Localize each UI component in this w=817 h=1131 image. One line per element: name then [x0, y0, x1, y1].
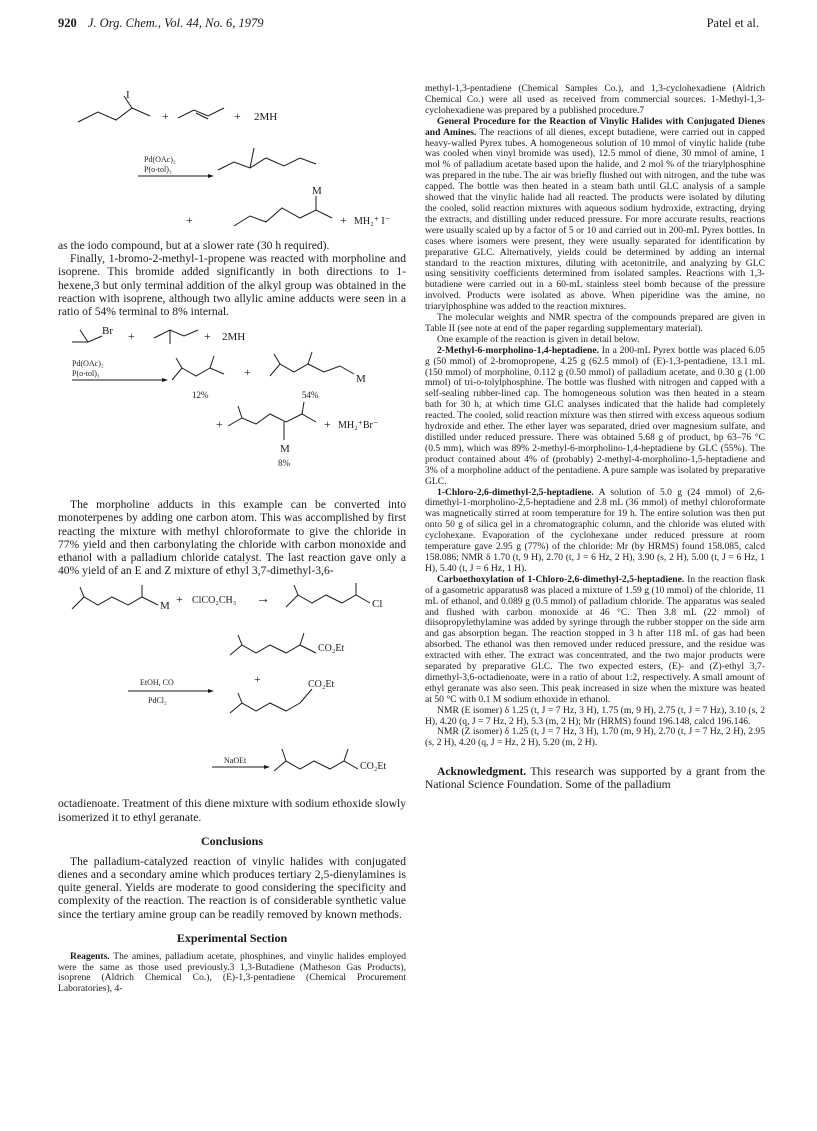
- run-in-heading: Reagents.: [70, 950, 110, 962]
- base-label: NaOEt: [224, 756, 247, 766]
- paragraph: as the iodo compound, but at a slower rate (30 h required).: [58, 239, 330, 252]
- run-in-heading: Acknowledgment.: [437, 765, 527, 779]
- ester-label: CO₂Et: [308, 679, 335, 691]
- bromo-label: Br: [102, 325, 113, 338]
- paragraph: [425, 346, 765, 488]
- reaction-scheme-2: [58, 322, 406, 492]
- paragraph-text: A solution of 5.0 g (24 mmol) of 2,6-dimethyl-1-morpholino-2,5-heptadiene and 2.8 mL (36 mmol) of methyl chloroformate was magnetically stirred at room temperature for 19 h. The entire solution was then put onto 50 g of silica gel in a chromatographic column, and the chloride was eluted with cyclohexane. Evaporation of the cyclohexane under reduced pressure at room temperature gave 2.95 g (77%) of the chloride: Mr (by HRMS) found 158.085, calcd 158.086; NMR δ 1.70 (t, 9 H), 2.70 (t, J = 6 Hz, 2 H), 3.90 (s, 2 H), 5.00 (t, J = 6 Hz, 1 H), 5.40 (t, J = 6 Hz, 1 H).: [425, 486, 765, 574]
- paragraph: [425, 117, 765, 313]
- amine-reagent: 2MH: [222, 331, 246, 344]
- amine-m-label: M: [312, 185, 322, 197]
- plus-sign: +: [324, 417, 331, 432]
- plus-sign: +: [254, 672, 261, 687]
- ligand-label: P(o-tol)₃: [72, 369, 100, 379]
- ester-label: CO₂Et: [360, 761, 387, 773]
- run-in-heading: Carboethoxylation of 1-Chloro-2,6-dimethyl-2,5-heptadiene.: [437, 573, 685, 585]
- plus-sign: +: [234, 109, 241, 123]
- experimental-heading: Experimental Section: [176, 930, 288, 945]
- catalyst-label: PdCl₂: [148, 696, 167, 706]
- paragraph: methyl-1,3-pentadiene (Chemical Samples Co.), and 1,3-cyclohexadiene (Aldrich Chemical Co.) were all used as received from commercial sources. 1-Methyl-1,3-cyclohexadiene was prepared by a published procedure.7: [425, 83, 765, 116]
- running-authors: Patel et al.: [706, 16, 759, 30]
- conclusions-heading: Conclusions: [200, 833, 264, 848]
- run-in-heading: General Procedure for the Reaction of Vinylic Halides with Conjugated Dienes and Amines.: [425, 115, 765, 138]
- reaction-scheme-3: [58, 581, 406, 791]
- chloro-label: Cl: [372, 598, 383, 611]
- amine-m-label: M: [160, 600, 170, 613]
- paragraph-text: In a 200-mL Pyrex bottle was placed 6.05 g (50 mmol) of 2-bromopropene, 4.25 g (62.5 mmol) of (E)-1,3-pentadiene, 13.1 mL (150 mmol) of morpholine, 0.112 g (0.50 mmol) of palladium acetate, and 0.30 g (1.00 mmol) of tri-o-tolylphosphine. The bottle was flushed with nitrogen and capped with a self-sealing rubber-lined cap. The homogeneous solution was then heated in a steam bath for 30 h, at which time GLC analyses indicated that the halide had completely reacted. The cooled, solid reaction mixture was then stirred with excess aqueous sodium hydroxide and ether. The ether layer was separated, dried over magnesium sulfate, and distilled under reduced pressure. There was obtained 5.68 g of product, bp 63–76 °C (0.5 mm), which was 89% 2-methyl-6-morpholino-1,4-heptadiene by GLC (55%). The product contained about 4% of (probably) 2-methyl-4-morpholino-1,5-heptadiene and 3% of a morpholine adduct of the pentadiene. A pure sample was isolated by preparative GLC.: [425, 344, 765, 487]
- plus-sign: +: [216, 417, 223, 432]
- yield-label: 8%: [278, 458, 290, 469]
- catalyst-label: Pd(OAc)₂: [144, 155, 176, 164]
- paragraph: NMR (E isomer) δ 1.25 (t, J = 7 Hz, 3 H), 1.75 (m, 9 H), 2.75 (t, J = 7 Hz), 3.10 (s, 2 H), 4.20 (q, J = 7 Hz, 2 H), 5.3 (m, 2 H); Mr (HRMS) found 196.148, calcd 196.146.: [425, 704, 765, 727]
- amine-reagent: 2MH: [254, 111, 278, 123]
- left-column: [58, 84, 406, 995]
- plus-sign: +: [340, 213, 347, 227]
- paragraph: One example of the reaction is given in detail below.: [437, 333, 640, 345]
- ligand-label: P(o-tol)₃: [144, 165, 172, 174]
- plus-sign: +: [162, 109, 169, 123]
- run-in-heading: 2-Methyl-6-morpholino-1,4-heptadiene.: [437, 344, 600, 356]
- yield-label: 12%: [192, 390, 209, 401]
- plus-sign: +: [176, 592, 183, 607]
- paragraph: Finally, 1-bromo-2-methyl-1-propene was reacted with morpholine and isoprene. This bromide added significantly in both directions to 1-hexene,3 but only terminal addition of the alkyl group was obtained in the reaction with isoprene, although two allylic amine adducts were seen in a ratio of 54% terminal to 8% internal.: [58, 252, 406, 319]
- reaction-arrow: →: [256, 592, 270, 608]
- paragraph: [425, 575, 765, 706]
- paragraph: NMR (Z isomer) δ 1.25 (t, J = 7 Hz, 3 H), 1.70 (m, 9 H), 2.70 (t, J = 7 Hz, 2 H), 2.95 (s, 2 H), 4.20 (q, J = Hz, 2 H), 5.20 (m, 2 H).: [425, 726, 765, 749]
- iodo-label: I: [126, 89, 130, 101]
- yield-label: 54%: [302, 390, 319, 401]
- catalyst-label: Pd(OAc)₂: [72, 359, 104, 369]
- reagent-label: EtOH, CO: [140, 678, 174, 688]
- page-header: [58, 16, 759, 34]
- paragraph: The morpholine adducts in this example can be converted into monoterpenes by adding one carbon atom. This was accomplished by first reacting the mixture with methyl chloroformate to give the chloride in 77% yield and then carbonylating the chloride with carbon monoxide and ethanol with a palladium chloride catalyst. The last reaction gave only a 40% yield of an E and Z mixture of ethyl 3,7-dimethyl-3,6-: [58, 498, 406, 578]
- paragraph-text: The reactions of all dienes, except butadiene, were carried out in capped heavy-walled Pyrex tubes. A homogeneous solution of 10 mmol of vinylic halide (tube was cooled when vinyl bromide was used), 12.5 mmol of diene, 30 mmol of amine, 1 mol % of palladium acetate based upon the halide, and 2 mol % of the triarylphosphine was prepared in the tube. The air was briefly flushed out with nitrogen, and the tube was capped. The bottle was then heated in a steam bath until GLC analysis of a sample showed that the vinylic halide had all reacted. The products were isolated by diluting the cooled, solid reaction mixtures with aqueous sodium hydroxide, extracting, drying the extracts, and distilling under reduced pressure. For more accurate results, reactions were usually scaled up by a factor of 5 or 10 and carried out in 200-mL Pyrex bottles. In cases where isomers were present, they were usually separated for identification by preparative GLC. Alternatively, yields could be determined by adding an internal standard to the reaction mixtures, diluting with acetonitrile, and analyzing by GLC using sensitivity coefficients determined from isolated samples. Reactions with 1,3-butadiene were carried out in a 60-mL stainless steel bomb because of the pressure involved. Products were isolated as above. When piperidine was the amine, no triarylphosphine was added to the reaction mixtures.: [425, 126, 765, 313]
- paragraph: The molecular weights and NMR spectra of the compounds prepared are given in Table II (see note at end of the paper regarding supplementary material).: [425, 312, 765, 334]
- reaction-scheme-1: [58, 88, 406, 233]
- chloroformate-reagent: ClCO₂CH₃: [192, 595, 237, 607]
- page-number: 920: [58, 16, 77, 30]
- amine-m-label: M: [280, 443, 290, 456]
- salt-label: MH₂⁺Br⁻: [338, 420, 379, 432]
- plus-sign: +: [128, 329, 135, 344]
- plus-sign: +: [244, 365, 251, 380]
- paragraph-text: This research was supported by a grant from the National Science Foundation. Some of the palladium: [425, 765, 765, 792]
- paragraph: The palladium-catalyzed reaction of vinylic halides with conjugated dienes and a secondary amine which produces tertiary 2,5-dienylamines is quite general. Yields are moderate to good considering the specificity and complexity of the reaction. The reaction is of considerable synthetic value since the tertiary amine group can be readily removed by known methods.: [58, 854, 406, 921]
- paragraph: octadienoate. Treatment of this diene mixture with sodium ethoxide slowly isomerized it to ethyl geranate.: [58, 797, 406, 824]
- paragraph: [425, 488, 765, 575]
- run-in-heading: 1-Chloro-2,6-dimethyl-2,5-heptadiene.: [437, 486, 594, 498]
- plus-sign: +: [186, 213, 193, 227]
- right-column: [425, 84, 765, 792]
- ester-label: CO₂Et: [318, 643, 345, 655]
- paragraph-text: The amines, palladium acetate, phosphines, and vinylic halides employed were the same as those used previously.3 1,3-Butadiene (Matheson Gas Products), isoprene (Aldrich Chemical Co.), (E)-1,3-pentadiene (Chemical Procurement Laboratories), 4-: [58, 950, 406, 995]
- journal-citation: J. Org. Chem., Vol. 44, No. 6, 1979: [87, 16, 264, 30]
- paragraph: [58, 952, 406, 996]
- acknowledgment: [425, 765, 765, 791]
- plus-sign: +: [204, 329, 211, 344]
- paragraph-text: In the reaction flask of a gasometric apparatus8 was placed a mixture of 1.59 g (10 mmol) of the chloride, 11 mL of ethanol, and 0.089 g (0.5 mmol) of palladium chloride. The apparatus was sealed and flushed with carbon monoxide at 46 °C. Then 3.8 mL (22 mmol) of diisopropylethylamine was added by syringe through the rubber stopper on the side arm and gas absorption began. The reaction stopped in 3 h after 118 mL of gas had been absorbed. The ethanol was then removed under reduced pressure, and the residue was extracted with ether. The extract was concentrated, and the two major products were separated by preparative GLC. The two expected esters, (E)- and (Z)-ethyl 3,7-dimethyl-3,6-octadienoate, were in a ratio of about 1:2, respectively. A small amount of ethyl geranate was also seen. This peak increased in size when the mixture was heated at 50 °C with 0.1 M sodium ethoxide in ethanol.: [425, 573, 765, 705]
- salt-label: MH₂⁺ I⁻: [354, 216, 390, 227]
- amine-m-label: M: [356, 373, 366, 386]
